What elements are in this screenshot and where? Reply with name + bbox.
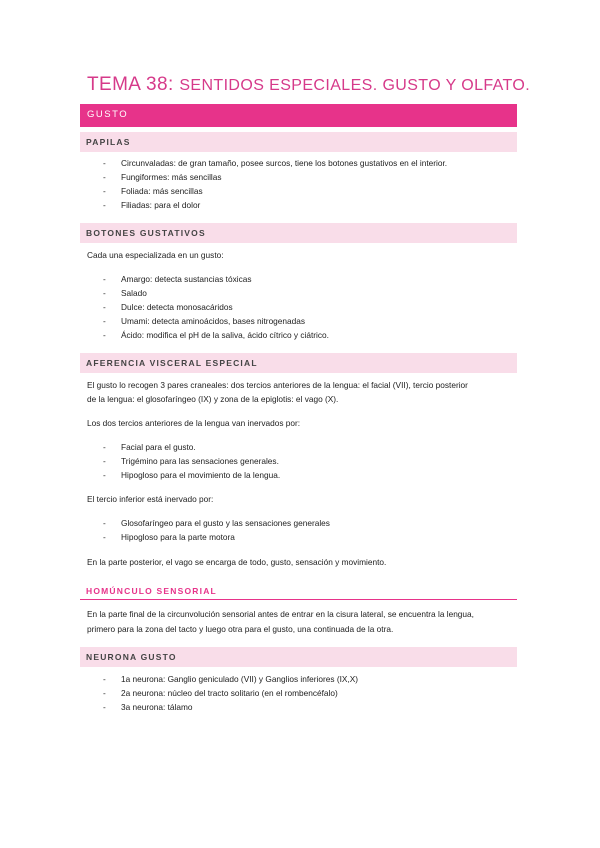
title-text: SENTIDOS ESPECIALES. GUSTO Y OLFATO. (179, 77, 531, 94)
subsection-label: PAPILAS (86, 137, 131, 147)
paragraph: Los dos tercios anteriores de la lengua van inervados por: (87, 418, 301, 428)
subsection-header-botones (80, 223, 517, 243)
page-title (87, 74, 530, 96)
section-header-label: GUSTO (87, 109, 129, 120)
document-page: TEMA 38: SENTIDOS ESPECIALES. GUSTO Y OLFATO. GUSTO PAPILAS - Circunvaladas: de gran tamaño, posee surcos, tiene los botones gustativos en el interior. - Fungiformes: más sencillas - Foliada: más sencillas - Filiadas: para el dolor BOTONES GUSTATIVOS Cada una especializada en un gusto: - Amargo: detecta sustancias tóxicas - Salado - Dulce: detecta monosacáridos - Umami: detecta aminoácidos, bases nitrogenadas - Ácido: modifica el pH de la saliva, ácido cítrico y ciátrico. AFERENCIA VISCERAL ESPECIAL El gusto lo recogen 3 pares craneales: dos tercios anteriores de la lengua: el facial (VII), tercio posterior de la lengua: el glosofaríngeo (IX) y zona de la epiglotis: el vago (X). Los dos tercios anteriores de la lengua van inervados por: - Facial para el gusto. - Trigémino para las sensaciones generales. - Hipogloso para el movimiento de la lengua. El tercio inferior está inervado por: - Glosofaríngeo para el gusto y las sensaciones generales - Hipogloso para la parte motora En la parte posterior, el vago se encarga de todo, gusto, sensación y movimiento. HOMÚNCULO SENSORIAL En la parte final de la circunvolución sensorial antes de entrar en la cisura lateral, se encuentra la lengua, primero para la zona del tacto y luego otra para el gusto, una continuada de la otra. NEURONA GUSTO - 1a neurona: Ganglio geniculado (VII) y Ganglios inferiores (IX,X) - 2a neurona: núcleo del tracto solitario (en el rombencéfalo) - 3a neurona: tálamo (0, 0, 600, 848)
subsection-label: BOTONES GUSTATIVOS (86, 228, 206, 238)
section-header-gusto (80, 104, 517, 127)
paragraph: El tercio inferior está inervado por: (87, 494, 214, 504)
subsection-header-aferencia (80, 353, 517, 373)
paragraph: En la parte final de la circunvolución sensorial antes de entrar en la cisura lateral, se encuentra la lengua, (87, 609, 474, 619)
subsection-header-homunculo (80, 583, 517, 600)
title-number: TEMA 38: (87, 74, 174, 95)
subsection-header-papilas (80, 132, 517, 152)
subsection-label: AFERENCIA VISCERAL ESPECIAL (86, 358, 258, 368)
paragraph: El gusto lo recogen 3 pares craneales: dos tercios anteriores de la lengua: el facial (VII), tercio posterior (87, 380, 468, 390)
paragraph: primero para la zona del tacto y luego otra para el gusto, una continuada de la otra. (87, 624, 394, 634)
paragraph: En la parte posterior, el vago se encarga de todo, gusto, sensación y movimiento. (87, 557, 387, 567)
subsection-label: HOMÚNCULO SENSORIAL (86, 586, 217, 596)
subsection-header-neurona (80, 647, 517, 667)
subsection-label: NEURONA GUSTO (86, 652, 177, 662)
paragraph: de la lengua: el glosofaríngeo (IX) y zona de la epiglotis: el vago (X). (87, 394, 339, 404)
paragraph: Cada una especializada en un gusto: (87, 250, 224, 260)
